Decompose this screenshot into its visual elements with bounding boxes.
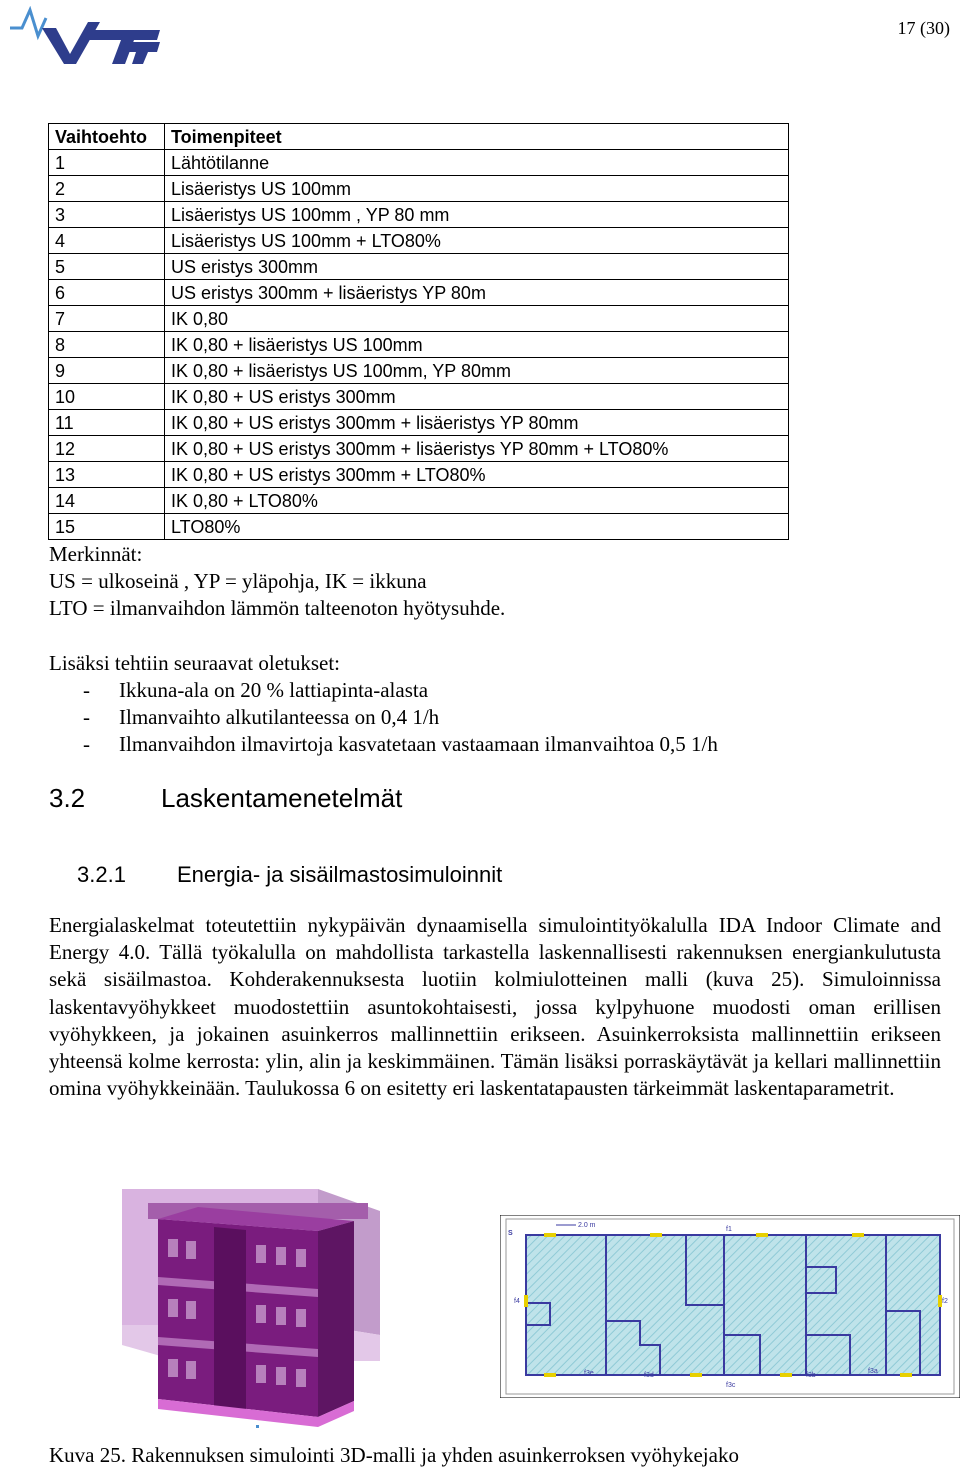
table-row — [49, 176, 789, 202]
table-cell: LTO80% — [165, 514, 789, 540]
table-row — [49, 332, 789, 358]
table-cell: IK 0,80 — [165, 306, 789, 332]
column-header-measures: Toimenpiteet — [165, 124, 789, 150]
list-item-text: Ikkuna-ala on 20 % lattiapinta-alasta — [119, 678, 429, 702]
table-cell: 11 — [49, 410, 165, 436]
assumptions-intro: Lisäksi tehtiin seuraavat oletukset: — [49, 651, 341, 675]
plan-label-f2: f2 — [942, 1298, 948, 1305]
subsection-title: Energia- ja sisäilmastosimuloinnit — [177, 862, 503, 887]
plan-label-f3d: f3d — [644, 1372, 654, 1379]
table-row — [49, 280, 789, 306]
body-paragraph: Energialaskelmat toteutettiin nykypäivän dynaamisella simulointityökalulla IDA Indoor Climate and Energy 4.0. Tällä työkalulla on mahdollista tarkastella laskennallisesti rakennuksen energiankulutusta sekä sisäilmastoa. Kohderakennuksesta luotiin kolmiulotteinen malli (kuva 25). Simuloinnissa laskentavyöhykkeet muodostettiin asuntokohtaisesti, jossa kylpyhuone muodosti oman erillisen vyöhykkeen, ja jokainen asuinkerros mallinnettiin erikseen. Asuinkerroksista mallinnettiin erikseen yhteensä kolme kerrosta: ylin, alin ja keskimmäinen. Tämän lisäksi porraskäytävät ja kellari mallinnettiin omina vyöhykkeinään. Taulukossa 6 on esitetty eri laskentatapausten tärkeimmät laskentaparametrit. — [49, 913, 941, 1101]
table-cell: US eristys 300mm — [165, 254, 789, 280]
table-row — [49, 254, 789, 280]
list-item: - Ilmanvaihdon ilmavirtoja kasvatetaan vastaamaan ilmanvaihtoa 0,5 1/h — [83, 732, 718, 756]
list-item: - Ikkuna-ala on 20 % lattiapinta-alasta — [83, 678, 429, 702]
table-cell: IK 0,80 + lisäeristys US 100mm — [165, 332, 789, 358]
section-heading — [49, 783, 402, 814]
plan-label-f3c: f3c — [726, 1382, 736, 1389]
table-cell: 15 — [49, 514, 165, 540]
table-cell: 8 — [49, 332, 165, 358]
table-cell: 9 — [49, 358, 165, 384]
table-row — [49, 462, 789, 488]
table-cell: IK 0,80 + US eristys 300mm + lisäeristys YP 80mm + LTO80% — [165, 436, 789, 462]
list-item: - Ilmanvaihto alkutilanteessa on 0,4 1/h — [83, 705, 440, 729]
table-cell: Lähtötilanne — [165, 150, 789, 176]
table-row — [49, 436, 789, 462]
plan-label-f3a: f3a — [868, 1368, 878, 1375]
table-cell: Lisäeristys US 100mm — [165, 176, 789, 202]
vtt-logo — [8, 6, 160, 64]
figure-caption: Kuva 25. Rakennuksen simulointi 3D-malli ja yhden asuinkerroksen vyöhykejako — [49, 1443, 739, 1467]
table-cell: 2 — [49, 176, 165, 202]
options-table — [48, 123, 789, 540]
table-cell: IK 0,80 + US eristys 300mm + lisäeristys YP 80mm — [165, 410, 789, 436]
floor-zone-plan-image — [500, 1215, 960, 1398]
table-cell: 3 — [49, 202, 165, 228]
table-row — [49, 514, 789, 540]
table-row — [49, 358, 789, 384]
table-cell: Lisäeristys US 100mm + LTO80% — [165, 228, 789, 254]
building-3d-model-image — [118, 1185, 382, 1431]
table-cell: 5 — [49, 254, 165, 280]
table-cell: IK 0,80 + LTO80% — [165, 488, 789, 514]
plan-label-f3e: f3e — [584, 1370, 594, 1377]
subsection-heading — [77, 862, 502, 888]
plan-label-f1: f1 — [726, 1226, 732, 1233]
table-header-row — [49, 124, 789, 150]
table-cell: 10 — [49, 384, 165, 410]
plan-scale-label: 2.0 m — [578, 1222, 596, 1229]
table-row — [49, 150, 789, 176]
plan-label-s: S — [508, 1230, 513, 1237]
table-cell: 13 — [49, 462, 165, 488]
table-row — [49, 228, 789, 254]
notes-line-lto: LTO = ilmanvaihdon lämmön talteenoton hyötysuhde. — [49, 596, 506, 620]
table-cell: 6 — [49, 280, 165, 306]
table-row — [49, 202, 789, 228]
table-cell: 1 — [49, 150, 165, 176]
section-title: Laskentamenetelmät — [161, 783, 403, 813]
table-cell: 14 — [49, 488, 165, 514]
table-cell: Lisäeristys US 100mm , YP 80 mm — [165, 202, 789, 228]
table-cell: IK 0,80 + lisäeristys US 100mm, YP 80mm — [165, 358, 789, 384]
table-cell: 7 — [49, 306, 165, 332]
page-number: 17 (30) — [897, 18, 950, 38]
notes-heading: Merkinnät: — [49, 542, 143, 566]
table-cell: IK 0,80 + US eristys 300mm + LTO80% — [165, 462, 789, 488]
list-item-text: Ilmanvaihdon ilmavirtoja kasvatetaan vastaamaan ilmanvaihtoa 0,5 1/h — [119, 732, 718, 756]
table-cell: 12 — [49, 436, 165, 462]
table-cell: 4 — [49, 228, 165, 254]
table-row — [49, 410, 789, 436]
subsection-number: 3.2.1 — [77, 862, 126, 887]
section-number: 3.2 — [49, 783, 86, 813]
list-item-text: Ilmanvaihto alkutilanteessa on 0,4 1/h — [119, 705, 440, 729]
table-cell: US eristys 300mm + lisäeristys YP 80m — [165, 280, 789, 306]
plan-label-f4: f4 — [514, 1298, 520, 1305]
table-cell: IK 0,80 + US eristys 300mm — [165, 384, 789, 410]
table-row — [49, 384, 789, 410]
table-row — [49, 488, 789, 514]
notes-line-abbreviations: US = ulkoseinä , YP = yläpohja, IK = ikkuna — [49, 569, 427, 593]
plan-label-f3b: f3b — [806, 1372, 816, 1379]
column-header-option: Vaihtoehto — [49, 124, 165, 150]
table-row — [49, 306, 789, 332]
